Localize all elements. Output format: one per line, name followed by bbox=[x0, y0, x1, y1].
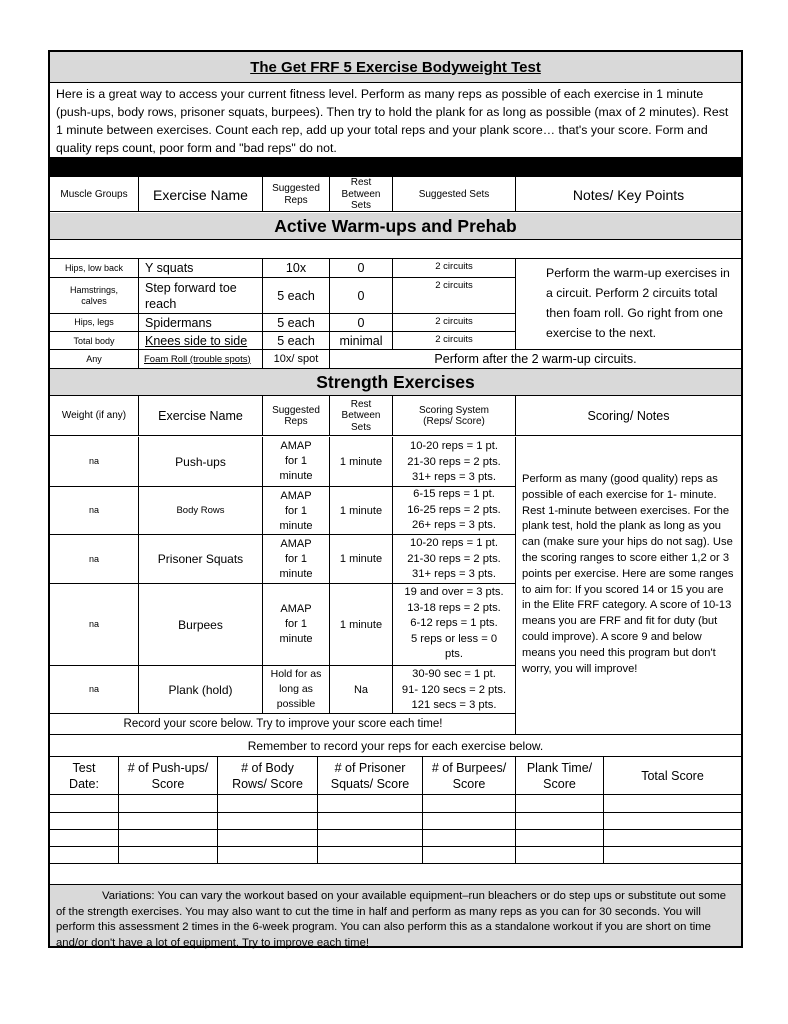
log-col-line bbox=[317, 795, 318, 864]
log-header-pushups: # of Push-ups/ Score bbox=[119, 757, 218, 795]
strength-notes: Perform as many (good quality) reps as possible of each exercise for 1- minute. Rest 1-minute between exercises. For the plank test, hold the plank as long as you can (make sure your hips do not sag). Use the scoring ranges to score either 1,2 or 3 points per exercise. Here are some ranges to aim for: If you scored 14 or 15 you are in the Elite FRF category. A score of 10-13 means you are FRF and fit for duty (but could improve). A score 9 and below means you need this program but don't worry, you will improve! bbox=[522, 473, 734, 675]
strength-reps: AMAP for 1 minute bbox=[263, 437, 330, 487]
header-muscle-groups: Muscle Groups bbox=[50, 177, 139, 212]
strength-reps: AMAP for 1 minute bbox=[263, 487, 330, 535]
warmup-exercise: Knees side to side bbox=[139, 332, 263, 350]
scoring-line: 6-12 reps = 1 pts. bbox=[410, 617, 498, 629]
strength-exercise: Body Rows bbox=[139, 487, 263, 535]
scoring-line: 13-18 reps = 2 pts. bbox=[407, 601, 501, 614]
warmup-muscle: Hamstrings, calves bbox=[50, 278, 139, 314]
warmup-muscle: Total body bbox=[50, 332, 139, 350]
header-scoring-system: Scoring System (Reps/ Score) bbox=[393, 396, 516, 436]
strength-weight: na bbox=[50, 487, 139, 535]
foam-note: Perform after the 2 warm-up circuits. bbox=[434, 352, 637, 366]
scoring-line: 10-20 reps = 1 pt. bbox=[409, 537, 498, 549]
scoring-line: 16-25 reps = 2 pts. bbox=[407, 503, 501, 516]
warmup-table bbox=[50, 259, 516, 350]
header-exercise-name: Exercise Name bbox=[139, 396, 263, 436]
log-header-plank: Plank Time/ Score bbox=[516, 757, 604, 795]
warmup-reps: 10x bbox=[263, 259, 330, 278]
log-col-line bbox=[217, 795, 218, 864]
warmup-exercise: Spidermans bbox=[139, 314, 263, 332]
header-scoring-notes: Scoring/ Notes bbox=[587, 409, 670, 423]
warmup-sets: 2 circuits bbox=[393, 314, 516, 332]
scoring-line: 21-30 reps = 2 pts. bbox=[407, 552, 501, 565]
strength-rest: 1 minute bbox=[330, 487, 393, 535]
strength-header-row bbox=[50, 396, 741, 436]
header-notes: Notes/ Key Points bbox=[572, 186, 685, 203]
foam-muscle: Any bbox=[50, 350, 139, 368]
strength-rest: 1 minute bbox=[330, 437, 393, 487]
log-row-line bbox=[50, 829, 741, 830]
warmup-reps: 5 each bbox=[263, 332, 330, 350]
warmup-reps: 5 each bbox=[263, 278, 330, 314]
warmup-rest: 0 bbox=[330, 259, 393, 278]
foam-reps: 10x/ spot bbox=[263, 350, 330, 368]
strength-rest: 1 minute bbox=[330, 535, 393, 584]
strength-table bbox=[50, 437, 516, 713]
strength-scoring bbox=[393, 584, 516, 666]
log-header-body-rows: # of Body Rows/ Score bbox=[218, 757, 318, 795]
warmup-sets: 2 circuits bbox=[393, 278, 516, 314]
page-title: The Get FRF 5 Exercise Bodyweight Test bbox=[50, 52, 741, 83]
header-rest-between-sets: Rest Between Sets bbox=[330, 177, 393, 212]
log-col-line bbox=[118, 795, 119, 864]
warmup-notes: Perform the warm-up exercises in a circuit. Perform 2 circuits total then foam roll. Go right from one exercise to the next. bbox=[546, 266, 730, 340]
strength-reps: Hold for as long as possible bbox=[263, 666, 330, 713]
warmup-rest: 0 bbox=[330, 278, 393, 314]
strength-weight: na bbox=[50, 535, 139, 584]
scoring-line: 19 and over = 3 pts. bbox=[404, 586, 504, 598]
variations-note: Variations: You can vary the workout based on your available equipment–run bleachers or do step ups or substitute out some of the strength exercises. You may also want to cut the time in half and perform as many reps as you can for 30 seconds. You will perform this assessment 2 times in the 6-week program. You can also perform this as a standalone workout if you are short on time and/or don't have a lot of equipment. Try to improve each time! bbox=[50, 885, 741, 946]
warmup-muscle: Hips, legs bbox=[50, 314, 139, 332]
strength-scoring bbox=[393, 487, 516, 535]
strength-scoring bbox=[393, 666, 516, 713]
intro-text: Here is a great way to access your current fitness level. Perform as many reps as possible of each exercise in 1 minute (push-ups, body rows, prisoner squats, burpees). Then try to hold the plank for as long as possible (max of 2 minutes). Rest 1 minute between exercises. Count each rep, add up your total reps and your plank score… that's your score. Form and quality reps count, poor form and "bad reps" do not. bbox=[56, 87, 729, 155]
scoring-line: 31+ reps = 3 pts. bbox=[412, 568, 496, 580]
log-row-line bbox=[50, 863, 741, 864]
log-row-line bbox=[50, 812, 741, 813]
spacer-row bbox=[50, 240, 741, 259]
strength-reps: AMAP for 1 minute bbox=[263, 535, 330, 584]
log-header-date: Test Date: bbox=[50, 757, 119, 795]
strength-reps: AMAP for 1 minute bbox=[263, 584, 330, 666]
scoring-line: 26+ reps = 3 pts. bbox=[412, 519, 496, 531]
strength-section-title: Strength Exercises bbox=[50, 369, 741, 396]
foam-exercise: Foam Roll (trouble spots) bbox=[139, 350, 263, 368]
warmup-sets: 2 circuits bbox=[393, 259, 516, 278]
header-suggested-sets: Suggested Sets bbox=[393, 177, 516, 212]
warmup-rest: minimal bbox=[330, 332, 393, 350]
strength-scoring bbox=[393, 437, 516, 487]
log-col-line bbox=[515, 795, 516, 864]
strength-scoring bbox=[393, 535, 516, 584]
scoring-line: 121 secs = 3 pts. bbox=[411, 699, 497, 711]
scoring-line: 21-30 reps = 2 pts. bbox=[407, 455, 501, 468]
scoring-line: 6-15 reps = 1 pt. bbox=[413, 488, 495, 500]
warmup-sets: 2 circuits bbox=[393, 332, 516, 350]
log-header-total: Total Score bbox=[604, 757, 741, 795]
log-header-squats: # of Prisoner Squats/ Score bbox=[318, 757, 423, 795]
log-col-line bbox=[603, 795, 604, 864]
strength-exercise: Push-ups bbox=[139, 437, 263, 487]
header-rest-between-sets: Rest Between Sets bbox=[330, 396, 393, 436]
fitness-test-sheet bbox=[48, 50, 743, 948]
header-suggested-reps: Suggested Reps bbox=[263, 177, 330, 212]
strength-weight: na bbox=[50, 584, 139, 666]
record-note: Record your score below. Try to improve your score each time! bbox=[50, 713, 516, 734]
strength-rest: Na bbox=[330, 666, 393, 713]
warmup-exercise: Y squats bbox=[139, 259, 263, 278]
scoring-line: 5 reps or less = 0 pts. bbox=[410, 632, 498, 660]
scoring-line: 30-90 sec = 1 pt. bbox=[412, 668, 496, 680]
warmup-muscle: Hips, low back bbox=[50, 259, 139, 278]
remember-note: Remember to record your reps for each exercise below. bbox=[50, 735, 741, 757]
header-exercise-name: Exercise Name bbox=[139, 177, 263, 212]
warmup-rest: 0 bbox=[330, 314, 393, 332]
scoring-line: 91- 120 secs = 2 pts. bbox=[401, 683, 507, 696]
divider-bar bbox=[50, 157, 741, 177]
strength-exercise: Prisoner Squats bbox=[139, 535, 263, 584]
strength-exercise: Plank (hold) bbox=[139, 666, 263, 713]
log-row-line bbox=[50, 846, 741, 847]
log-header-burpees: # of Burpees/ Score bbox=[423, 757, 516, 795]
strength-rest: 1 minute bbox=[330, 584, 393, 666]
warmup-exercise: Step forward toe reach bbox=[139, 278, 263, 314]
strength-weight: na bbox=[50, 437, 139, 487]
warmup-section-title: Active Warm-ups and Prehab bbox=[50, 213, 741, 240]
foam-roll-row bbox=[50, 349, 741, 369]
scoring-line: 31+ reps = 3 pts. bbox=[412, 471, 496, 483]
warmup-reps: 5 each bbox=[263, 314, 330, 332]
strength-weight: na bbox=[50, 666, 139, 713]
header-weight: Weight (if any) bbox=[50, 396, 139, 436]
strength-exercise: Burpees bbox=[139, 584, 263, 666]
score-log-table bbox=[50, 757, 741, 865]
log-col-line bbox=[422, 795, 423, 864]
scoring-line: 10-20 reps = 1 pt. bbox=[409, 440, 498, 452]
warmup-header-row bbox=[50, 177, 741, 212]
header-suggested-reps: Suggested Reps bbox=[263, 396, 330, 436]
